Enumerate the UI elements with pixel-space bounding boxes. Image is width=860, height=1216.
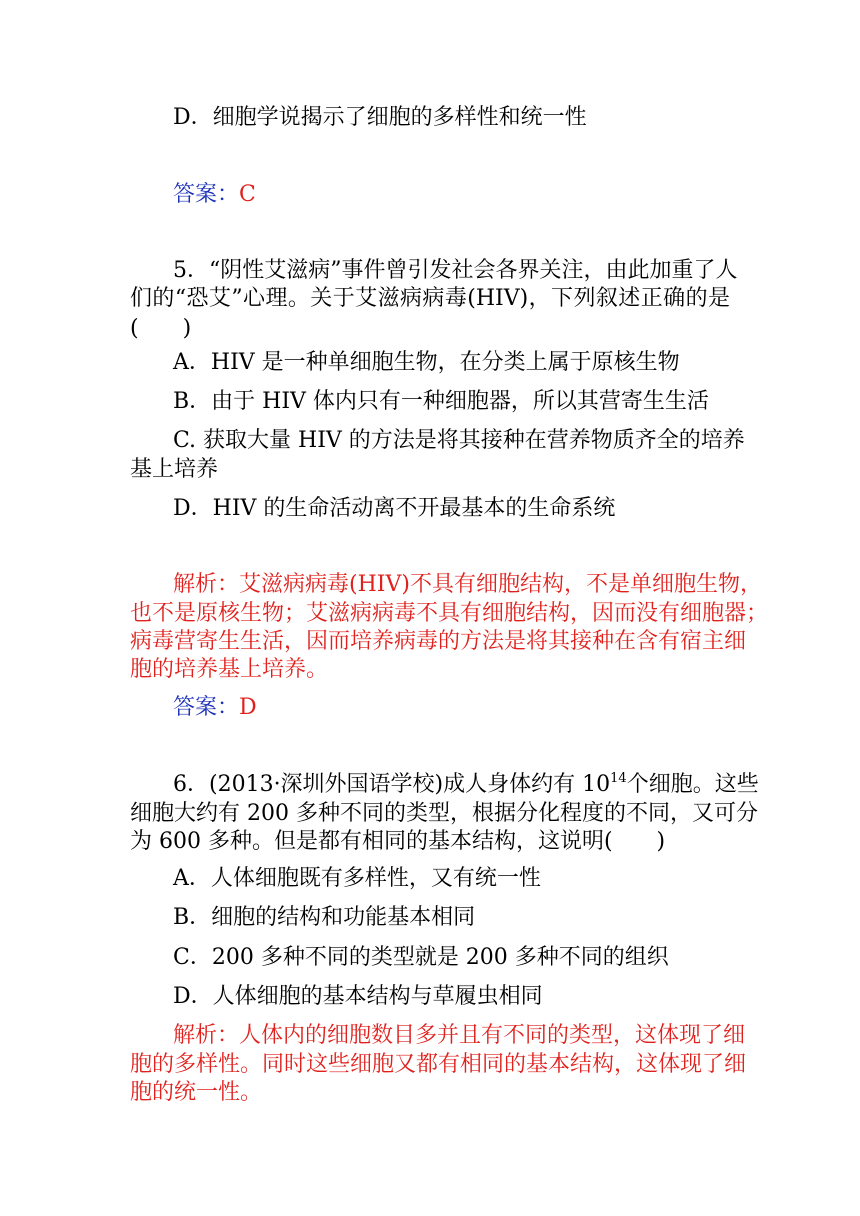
q5-option-c-line1: C. 获取大量 HIV 的方法是将其接种在营养物质齐全的培养: [173, 428, 745, 453]
answer-label: 答案：: [173, 695, 240, 720]
q6-solution-line2: 胞的多样性。同时这些细胞又都有相同的基本结构，这体现了细: [130, 1052, 747, 1077]
exponent: 14: [610, 771, 627, 786]
q5-option-d: D．HIV 的生命活动离不开最基本的生命系统: [173, 496, 616, 521]
q5-option-a: A．HIV 是一种单细胞生物，在分类上属于原核生物: [173, 350, 680, 375]
q5-solution-line4: 胞的培养基上培养。: [130, 657, 329, 682]
q5-solution-line2: 也不是原核生物；艾滋病病毒不具有细胞结构，因而没有细胞器；: [130, 601, 769, 626]
answer-value: D: [239, 695, 257, 720]
q4-answer: [173, 180, 773, 210]
q4-option-d: D．细胞学说揭示了细胞的多样性和统一性: [173, 105, 587, 130]
q6-solution-line1: 解析：人体内的细胞数目多并且有不同的类型，这体现了细: [173, 1023, 746, 1048]
q5-solution-line3: 病毒营寄生生活，因而培养病毒的方法是将其接种在含有宿主细: [130, 629, 747, 654]
solution-label: 解析：: [173, 572, 240, 597]
answer-value: C: [239, 182, 256, 207]
answer-label: 答案：: [173, 182, 240, 207]
q5-answer: [173, 693, 773, 723]
q6-solution-line3: 胞的统一性。: [130, 1080, 263, 1105]
q6-stem-line1: 6．(2013·深圳外国语学校)成人身体约有 $10^{14}$个细胞。这些: [173, 771, 759, 797]
solution-label: 解析：: [173, 1023, 240, 1048]
q6-option-a: A．人体细胞既有多样性，又有统一性: [173, 866, 541, 891]
q6-option-b: B．细胞的结构和功能基本相同: [173, 905, 476, 930]
q6-stem-line2: 细胞大约有 200 多种不同的类型，根据分化程度的不同，又可分: [130, 801, 758, 826]
q6-option-d: D．人体细胞的基本结构与草履虫相同: [173, 984, 543, 1009]
q5-solution-line1: 解析：艾滋病病毒(HIV)不具有细胞结构，不是单细胞生物，: [173, 572, 762, 597]
q5-stem-line1: 5．“阴性艾滋病”事件曾引发社会各界关注，由此加重了人: [173, 258, 738, 283]
q6-stem-line3: 为 600 多种。但是都有相同的基本结构，这说明( ): [130, 829, 666, 854]
q5-option-b: B．由于 HIV 体内只有一种细胞器，所以其营寄生生活: [173, 389, 709, 414]
q5-stem-line2: 们的“恐艾”心理。关于艾滋病病毒(HIV)，下列叙述正确的是: [130, 286, 730, 311]
q6-option-c: C．200 多种不同的类型就是 200 多种不同的组织: [173, 945, 669, 970]
q5-option-c-line2: 基上培养: [130, 457, 219, 482]
q5-stem-line3: ( ): [130, 316, 192, 341]
